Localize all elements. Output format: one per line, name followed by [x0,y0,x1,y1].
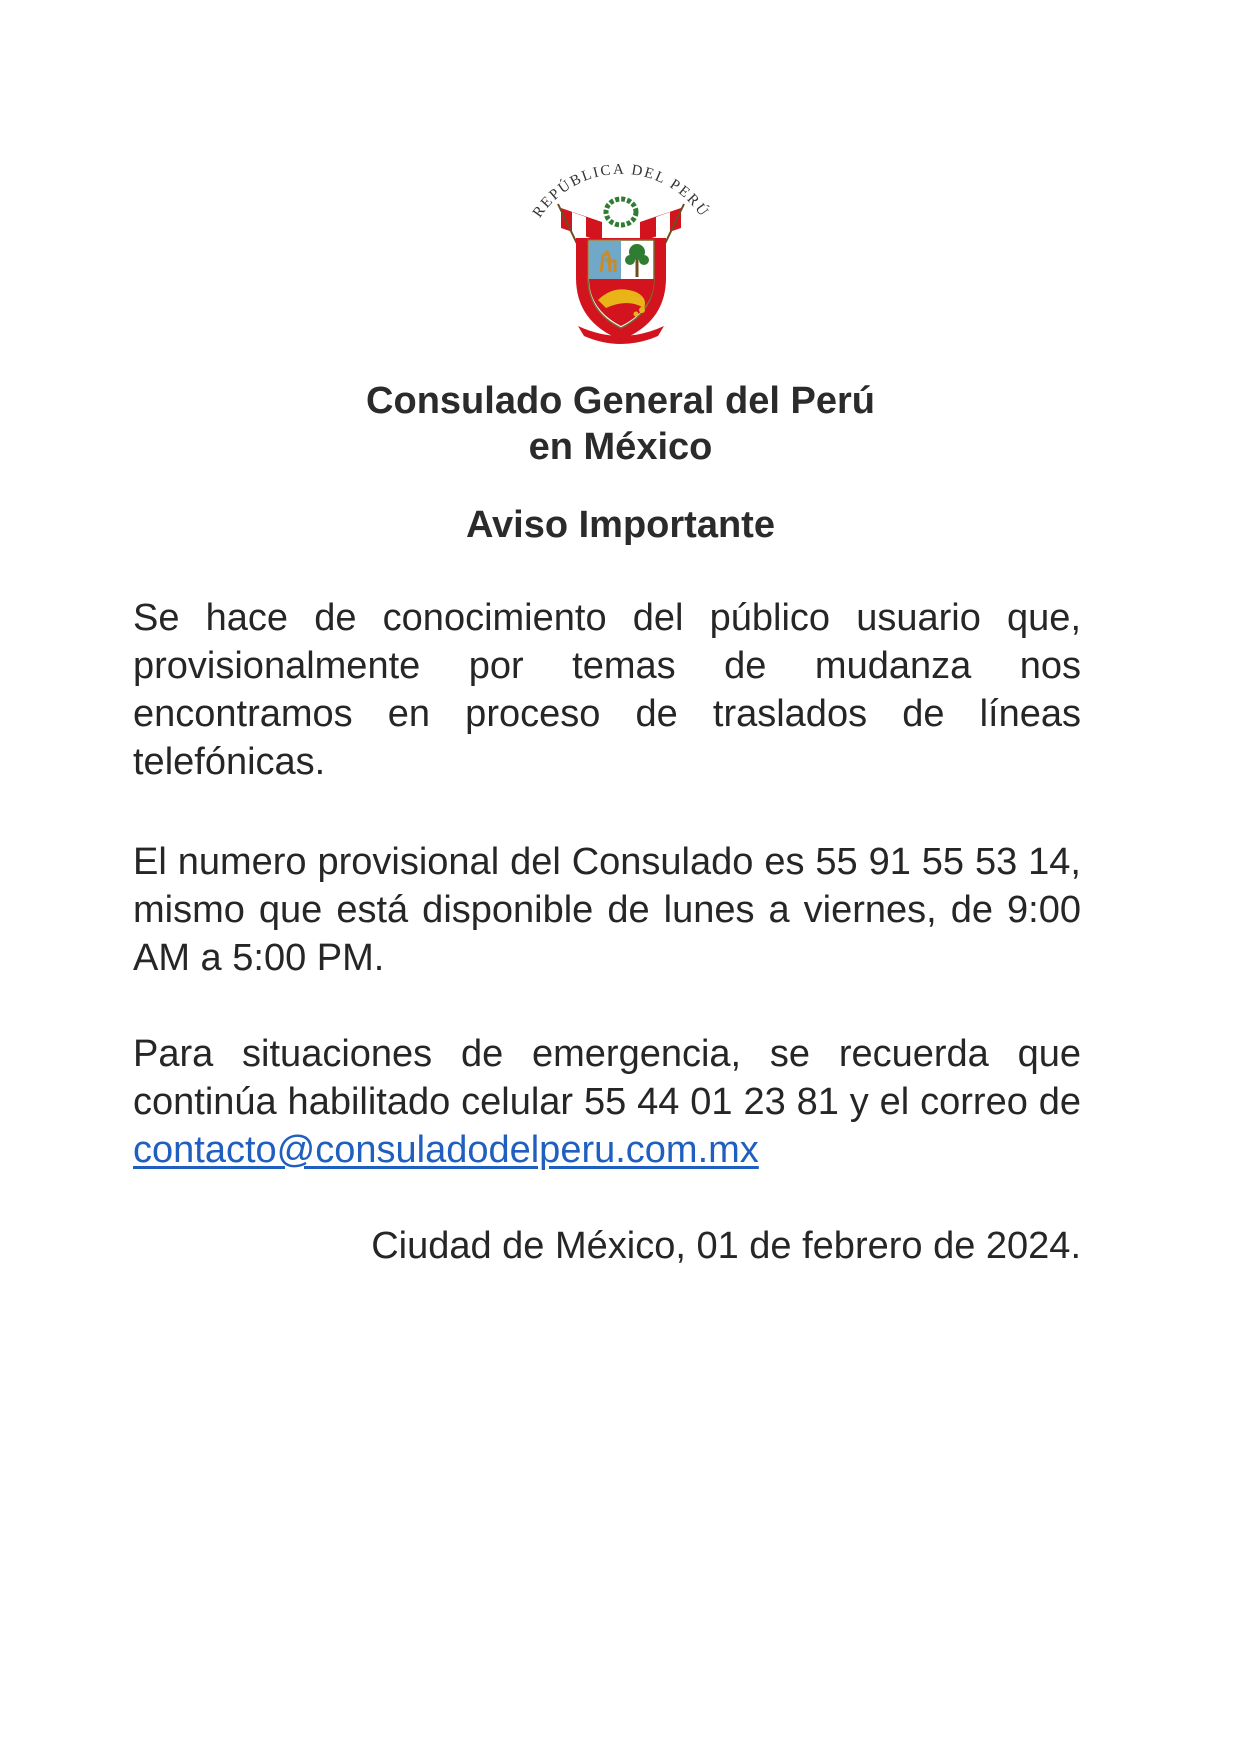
paragraph-provisional-number: El numero provisional del Consulado es 55 91 55 53 14, mismo que está disponible de lunes a viernes, de 9:00 AM a 5:00 PM. [133,841,1081,979]
paragraph-moving-notice: Se hace de conocimiento del público usuario que, provisionalmente por temas de mudanza nos encontramos en proceso de traslados de líneas telefónicas. [133,597,1081,783]
seal-inscription: REPÚBLICA DEL PERÚ [529,161,713,221]
paragraph-emergency-contact [133,1030,1081,1174]
notice-title: Aviso Importante [466,504,775,546]
emergency-contact-text: Para situaciones de emergencia, se recuerda que continúa habilitado celular 55 44 01 23 81 y el correo de [133,1033,1081,1123]
contact-email-link[interactable]: contacto@consuladodelperu.com.mx [133,1129,759,1171]
consulate-title-line2: en México [528,426,713,468]
peru-coat-of-arms-icon [506,160,736,350]
consulate-title [0,378,1241,470]
peru-coat-of-arms [506,160,736,350]
consulate-title-line1: Consulado General del Perú [366,380,875,422]
date-line: Ciudad de México, 01 de febrero de 2024. [371,1225,1081,1267]
